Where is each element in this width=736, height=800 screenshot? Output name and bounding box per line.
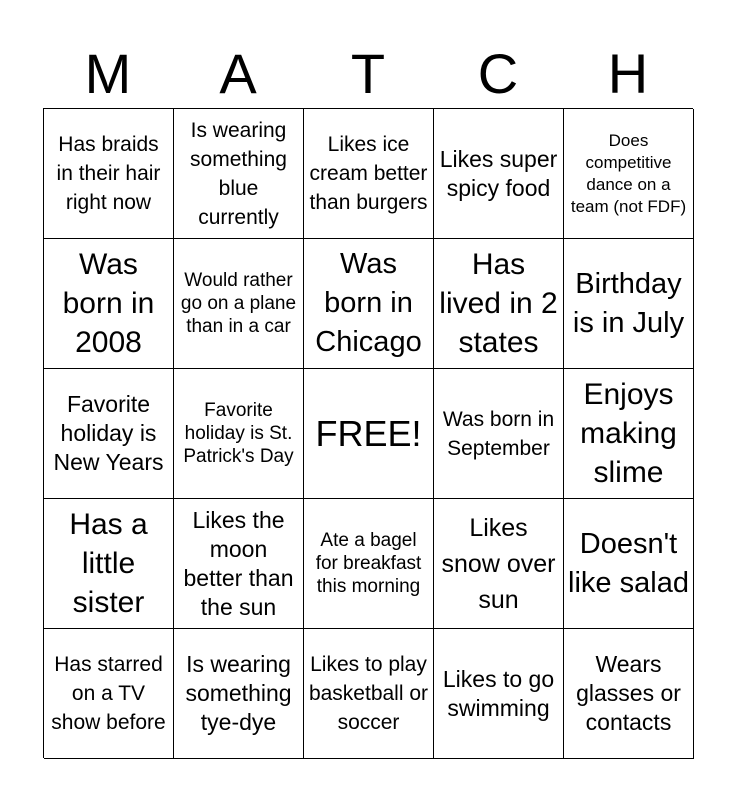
cell-text: Is wearing something blue currently	[190, 118, 287, 229]
cell-text: Likes snow over sun	[441, 513, 556, 614]
bingo-cell[interactable]	[174, 499, 304, 629]
bingo-cell[interactable]	[434, 239, 564, 369]
cell-text: Likes super spicy food	[439, 145, 558, 201]
cell-text: Enjoys making slime	[580, 378, 677, 489]
bingo-cell[interactable]	[564, 109, 694, 239]
bingo-header	[43, 40, 693, 108]
header-letter-c: C	[477, 42, 519, 105]
bingo-cell[interactable]	[174, 239, 304, 369]
bingo-cell[interactable]	[44, 369, 174, 499]
cell-text: Is wearing something tye-dye	[185, 651, 292, 735]
cell-text: Was born in 2008	[62, 248, 155, 359]
bingo-cell[interactable]	[564, 629, 694, 759]
cell-text: Wears glasses or contacts	[576, 651, 681, 735]
bingo-cell[interactable]	[44, 629, 174, 759]
bingo-grid	[43, 108, 693, 758]
cell-text: FREE!	[315, 412, 422, 454]
bingo-cell[interactable]	[174, 369, 304, 499]
bingo-cell[interactable]	[304, 629, 434, 759]
bingo-cell[interactable]	[174, 629, 304, 759]
cell-text: Likes the moon better than the sun	[183, 506, 294, 620]
cell-text: Favorite holiday is St. Patrick's Day	[183, 400, 294, 467]
bingo-cell-free[interactable]	[304, 369, 434, 499]
header-letter-h: H	[607, 42, 649, 105]
bingo-cell[interactable]	[564, 369, 694, 499]
header-letter-m: M	[84, 42, 132, 105]
cell-text: Has lived in 2 states	[439, 248, 558, 359]
cell-text: Likes ice cream better than burgers	[309, 133, 428, 214]
bingo-cell[interactable]	[434, 369, 564, 499]
cell-text: Was born in Chicago	[315, 248, 422, 358]
cell-text: Does competitive dance on a team (not FDF)	[570, 130, 687, 216]
cell-text: Has braids in their hair right now	[56, 133, 161, 214]
cell-text: Likes to go swimming	[442, 665, 555, 721]
cell-text: Has a little sister	[69, 508, 148, 619]
cell-text: Favorite holiday is New Years	[53, 391, 164, 475]
bingo-cell[interactable]	[304, 499, 434, 629]
cell-text: Has starred on a TV show before	[51, 653, 166, 734]
bingo-cell[interactable]	[434, 109, 564, 239]
bingo-cell[interactable]	[44, 109, 174, 239]
bingo-cell[interactable]	[174, 109, 304, 239]
bingo-cell[interactable]	[564, 499, 694, 629]
cell-text: Likes to play basketball or soccer	[308, 653, 429, 734]
cell-text: Was born in September	[442, 407, 555, 460]
cell-text: Would rather go on a plane than in a car	[180, 270, 297, 337]
cell-text: Ate a bagel for breakfast this morning	[315, 530, 422, 597]
bingo-cell[interactable]	[44, 499, 174, 629]
cell-text: Doesn't like salad	[568, 527, 689, 599]
header-letter-t: T	[350, 42, 386, 105]
bingo-cell[interactable]	[434, 629, 564, 759]
header-letter-a: A	[219, 42, 257, 105]
bingo-cell[interactable]	[44, 239, 174, 369]
bingo-cell[interactable]	[304, 239, 434, 369]
bingo-cell[interactable]	[434, 499, 564, 629]
cell-text: Birthday is in July	[572, 267, 685, 339]
bingo-cell[interactable]	[564, 239, 694, 369]
bingo-cell[interactable]	[304, 109, 434, 239]
